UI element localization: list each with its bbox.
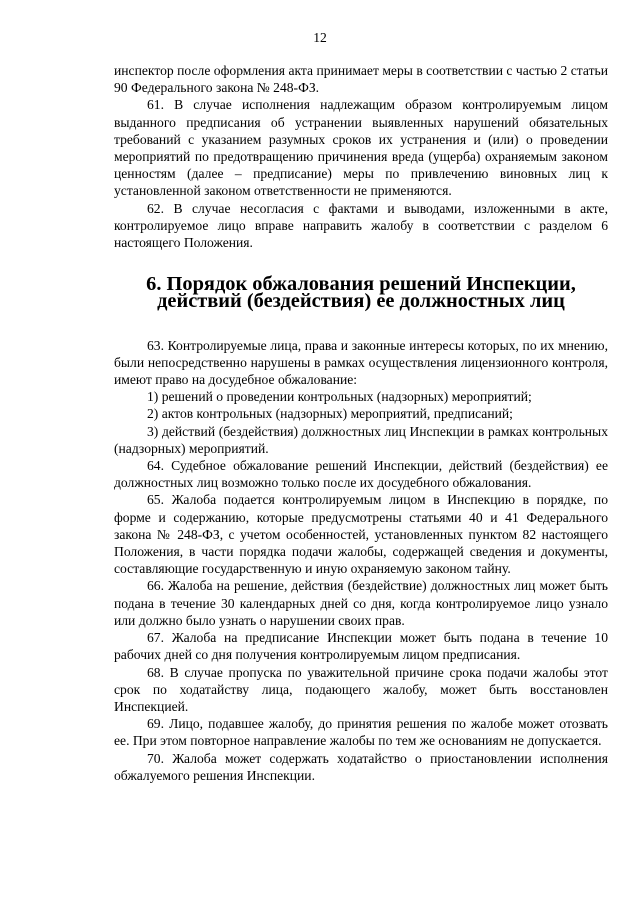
list-item-1: 1) решений о проведении контрольных (надзорных) мероприятий;: [147, 389, 532, 405]
paragraph-66: 66. Жалоба на решение, действия (бездействие) должностных лиц может быть подана в течение 30 календарных дней со дня, когда контролируемое лицо узнало или должно было узнать о нарушении своих прав.: [114, 578, 608, 628]
list-item-2: 2) актов контрольных (надзорных) мероприятий, предписаний;: [147, 406, 513, 422]
paragraph-61: 61. В случае исполнения надлежащим образом контролируемым лицом выданного предписания об устранении выявленных нарушений обязательных требований с указанием разумных сроков их устранения и (или) о проведении мероприятий по предотвращению причинения вреда (ущерба) охраняемым законом ценностям (далее – предписание) меры по привлечению виновных лиц к установленной законом ответственности не применяются.: [114, 97, 608, 199]
paragraph-70: 70. Жалоба может содержать ходатайство о приостановлении исполнения обжалуемого решения Инспекции.: [114, 750, 608, 783]
paragraph-64: 64. Судебное обжалование решений Инспекции, действий (бездействия) ее должностных лиц возможно только после их досудебного обжалования.: [114, 458, 608, 491]
section-heading: 6. Порядок обжалования решений Инспекции, действий (бездействия) ее должностных лиц: [146, 273, 576, 313]
list-item-3: 3) действий (бездействия) должностных лиц Инспекции в рамках контрольных (надзорных) мероприятий.: [114, 423, 608, 456]
document-body: [114, 62, 608, 784]
page-number: 12: [313, 30, 327, 45]
paragraph-68: 68. В случае пропуска по уважительной причине срока подачи жалобы этот срок по ходатайству лица, подающего жалобу, может быть восстановлен Инспекцией.: [114, 664, 608, 714]
paragraph-63: 63. Контролируемые лица, права и законные интересы которых, по их мнению, были непосредственно нарушены в рамках осуществления лицензионного контроля, имеют право на досудебное обжалование:: [114, 337, 608, 388]
paragraph-65: 65. Жалоба подается контролируемым лицом в Инспекцию в порядке, по форме и содержанию, которые предусмотрены статьями 40 и 41 Федерального закона № 248-ФЗ, с учетом особенностей, установленных пунктом 82 настоящего Положения, в части порядка подачи жалобы, содержащей сведения и документы, составляющие государственную и иную охраняемую законом тайну.: [114, 492, 608, 577]
paragraph-69: 69. Лицо, подавшее жалобу, до принятия решения по жалобе может отозвать ее. При этом повторное направление жалобы по тем же основаниям не допускается.: [114, 716, 608, 749]
paragraph-continuation: инспектор после оформления акта принимает меры в соответствии с частью 2 статьи 90 Федерального закона № 248-ФЗ.: [114, 63, 608, 96]
paragraph-67: 67. Жалоба на предписание Инспекции может быть подана в течение 10 рабочих дней со дня получения контролируемым лицом предписания.: [114, 630, 608, 663]
paragraph-62: 62. В случае несогласия с фактами и выводами, изложенными в акте, контролируемое лицо вправе направить жалобу в соответствии с разделом 6 настоящего Положения.: [114, 200, 608, 251]
